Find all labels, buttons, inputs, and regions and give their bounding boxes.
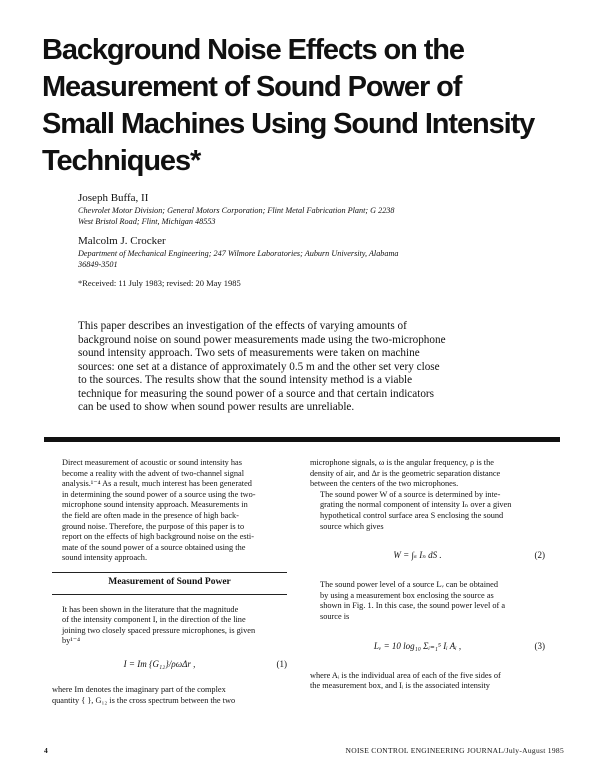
abstract-line: to the sources. The results show that the sound intensity method is a viable bbox=[78, 374, 413, 386]
body-line: in determining the sound power of a source using the two- bbox=[62, 489, 256, 499]
equation-number: (3) bbox=[534, 640, 545, 651]
title-line: Techniques* bbox=[42, 145, 201, 177]
body-line: It has been shown in the literature that the magnitude bbox=[62, 604, 239, 614]
abstract-line: sources: one set at a distance of approximately 0.5 m and the other set very close bbox=[78, 360, 440, 373]
abstract-line: This paper describes an investigation of the effects of varying amounts of bbox=[78, 320, 407, 332]
body-line: The sound power level of a source Lᵥ can be obtained bbox=[320, 580, 498, 590]
body-line: mate of the sound power of a source obtained using the bbox=[62, 542, 246, 552]
section-heading: Measurement of Sound Power bbox=[52, 572, 287, 595]
author-affiliation: Chevrolet Motor Division; General Motors Corporation; Flint Metal Fabrication Plant; G 2238 bbox=[78, 206, 395, 215]
author-block bbox=[78, 192, 518, 289]
title-line: Measurement of Sound Power of bbox=[42, 71, 462, 103]
body-line: grating the normal component of intensity Iₙ over a given bbox=[320, 500, 512, 510]
body-line: where Aᵢ is the individual area of each of the five sides of bbox=[310, 670, 501, 680]
author-affiliation: West Bristol Road; Flint, Michigan 48553 bbox=[78, 217, 216, 226]
body-line: the field are often made in the presence of high back- bbox=[62, 510, 239, 520]
body-line: of the intensity component I, in the direction of the line bbox=[62, 615, 246, 625]
author-name: Joseph Buffa, II bbox=[78, 192, 149, 204]
body-line: microphone signals, ω is the angular frequency, ρ is the bbox=[310, 458, 494, 467]
right-column bbox=[310, 458, 545, 692]
sound-power-level-paragraph bbox=[310, 580, 545, 622]
equation-body: W = ∫ₛ Iₙ dS . bbox=[393, 550, 442, 561]
equation-number: (2) bbox=[534, 550, 545, 561]
author-affiliation: 36849-3501 bbox=[78, 260, 118, 269]
title-line: Small Machines Using Sound Intensity bbox=[42, 108, 535, 140]
title-line: Background Noise Effects on the bbox=[42, 34, 464, 66]
section-paragraph bbox=[52, 605, 287, 647]
after-equation-paragraph bbox=[52, 685, 287, 706]
abstract bbox=[78, 320, 528, 415]
body-line: Direct measurement of acoustic or sound intensity has bbox=[62, 458, 242, 467]
left-column bbox=[52, 458, 287, 706]
body-line: between the centers of the two microphones. bbox=[310, 479, 459, 489]
abstract-line: background noise on sound power measurements made using the two-microphone bbox=[78, 333, 446, 346]
section-divider bbox=[44, 437, 560, 442]
author-1 bbox=[78, 192, 518, 227]
equation-2 bbox=[310, 538, 545, 574]
body-line: analysis.¹⁻⁴ As a result, much interest has been generated bbox=[62, 479, 252, 489]
continued-paragraph bbox=[310, 458, 545, 490]
equation-3 bbox=[310, 629, 545, 665]
body-line: source which gives bbox=[320, 521, 384, 531]
page-footer bbox=[44, 746, 564, 758]
author-name: Malcolm J. Crocker bbox=[78, 235, 166, 247]
author-2 bbox=[78, 235, 518, 270]
body-line: density of air, and Δr is the geometric separation distance bbox=[310, 468, 501, 478]
received-dates: *Received: 11 July 1983; revised: 20 May 1985 bbox=[78, 278, 241, 288]
equation-number: (1) bbox=[276, 658, 287, 669]
body-line: where Im denotes the imaginary part of the complex bbox=[52, 684, 226, 694]
journal-name: NOISE CONTROL ENGINEERING JOURNAL/July-August 1985 bbox=[345, 746, 564, 755]
body-line: microphone sound intensity approach. Measurements in bbox=[62, 500, 248, 510]
equation-1 bbox=[52, 653, 287, 679]
body-line: quantity { }, G₁₂ is the cross spectrum between the two bbox=[52, 695, 236, 705]
page-number: 4 bbox=[44, 746, 48, 755]
body-line: become a reality with the advent of two-channel signal bbox=[62, 468, 245, 478]
body-line: joining two closely spaced pressure microphones, is given bbox=[62, 625, 256, 635]
body-line: report on the effects of high background noise on the esti- bbox=[62, 532, 255, 542]
abstract-line: can be used to show when sound power results are unreliable. bbox=[78, 401, 355, 413]
body-line: sound intensity approach. bbox=[62, 553, 148, 563]
body-line: by using a measurement box enclosing the source as bbox=[320, 590, 494, 600]
body-line: by¹⁻⁴ bbox=[62, 636, 81, 646]
body-line: ground noise. Therefore, the purpose of this paper is to bbox=[62, 521, 245, 531]
abstract-line: sound intensity approach. Two sets of measurements were taken on machine bbox=[78, 347, 420, 359]
abstract-line: technique for measuring the sound power of a source and that certain indicators bbox=[78, 387, 435, 400]
body-line: hypothetical control surface area S enclosing the sound bbox=[320, 510, 504, 520]
body-line: source is bbox=[320, 611, 350, 621]
sound-power-paragraph bbox=[310, 490, 545, 532]
body-line: The sound power W of a source is determined by inte- bbox=[320, 489, 501, 499]
article-title bbox=[42, 32, 562, 180]
after-equation-paragraph bbox=[310, 671, 545, 692]
equation-body: Lᵥ = 10 log₁₀ Σᵢ₌₁⁵ Iᵢ Aᵢ , bbox=[373, 640, 462, 651]
intro-paragraph bbox=[52, 458, 287, 564]
body-line: shown in Fig. 1. In this case, the sound power level of a bbox=[320, 601, 506, 611]
equation-body: I = Im {G₁₂}/ρωΔr , bbox=[123, 658, 196, 669]
body-line: the measurement box, and Iᵢ is the associated intensity bbox=[310, 681, 490, 691]
author-affiliation: Department of Mechanical Engineering; 247 Wilmore Laboratories; Auburn University, Alabama bbox=[78, 249, 399, 258]
